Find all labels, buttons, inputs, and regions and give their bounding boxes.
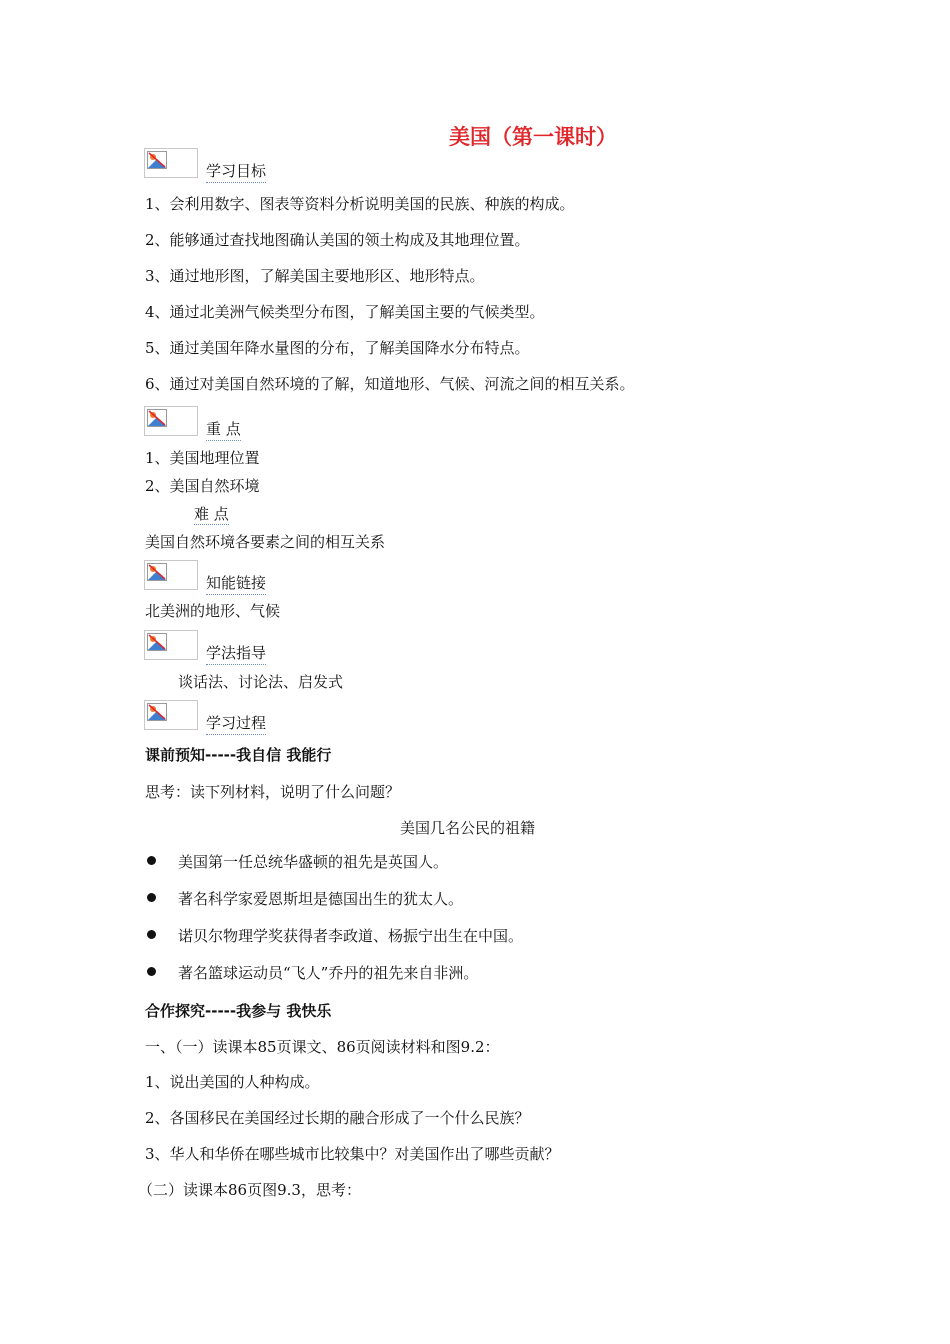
explore-item: 1、说出美国的人种构成。 — [145, 1073, 320, 1091]
bullet-item: 著名科学家爱恩斯坦是德国出生的犹太人。 — [178, 890, 464, 908]
bullet-item: 诺贝尔物理学奖获得者李政道、杨振宁出生在中国。 — [178, 927, 524, 945]
page-title: 美国（第一课时） — [449, 124, 617, 149]
bullet-icon — [147, 930, 156, 939]
bullet-item: 美国第一任总统华盛顿的祖先是英国人。 — [178, 853, 449, 871]
goal-item: 3、通过地形图，了解美国主要地形区、地形特点。 — [145, 267, 485, 285]
bullet-item: 著名篮球运动员“飞人”乔丹的祖先来自非洲。 — [178, 964, 479, 982]
preview-heading: 课前预知-----我自信 我能行 — [145, 746, 332, 764]
explore-item: 一、（一）读课本85页课文、86页阅读材料和图9.2： — [145, 1038, 500, 1056]
goal-item: 1、会利用数字、图表等资料分析说明美国的民族、种族的构成。 — [145, 195, 575, 213]
key-item: 1、美国地理位置 — [145, 449, 260, 467]
explore-item: 3、华人和华侨在哪些城市比较集中？对美国作出了哪些贡献？ — [145, 1145, 560, 1163]
goal-item: 6、通过对美国自然环境的了解，知道地形、气候、河流之间的相互关系。 — [145, 375, 635, 393]
method-text: 谈话法、讨论法、启发式 — [178, 673, 344, 691]
section-title-process: 学习过程 — [206, 712, 266, 735]
link-text: 北美洲的地形、气候 — [145, 602, 281, 620]
explore-item: （二）读课本86页图9.3，思考： — [138, 1181, 361, 1199]
section-title-key: 重 点 — [206, 418, 241, 441]
think-question: 思考：读下列材料，说明了什么问题？ — [145, 783, 401, 801]
bullet-icon — [147, 893, 156, 902]
goal-item: 5、通过美国年降水量图的分布，了解美国降水分布特点。 — [145, 339, 530, 357]
explore-item: 2、各国移民在美国经过长期的融合形成了一个什么民族？ — [145, 1109, 530, 1127]
bullet-icon — [147, 856, 156, 865]
section-title-method: 学法指导 — [206, 642, 266, 665]
difficulty-text: 美国自然环境各要素之间的相互关系 — [145, 533, 386, 551]
broken-image-icon — [144, 406, 198, 436]
bullet-icon — [147, 967, 156, 976]
broken-image-icon — [144, 630, 198, 660]
section-title-difficulty: 难 点 — [194, 505, 229, 523]
broken-image-icon — [144, 148, 198, 178]
broken-image-icon — [144, 560, 198, 590]
material-title: 美国几名公民的祖籍 — [400, 819, 536, 837]
key-item: 2、美国自然环境 — [145, 477, 260, 495]
goal-item: 4、通过北美洲气候类型分布图，了解美国主要的气候类型。 — [145, 303, 545, 321]
section-title-link: 知能链接 — [206, 572, 266, 595]
goal-item: 2、能够通过查找地图确认美国的领土构成及其地理位置。 — [145, 231, 530, 249]
broken-image-icon — [144, 700, 198, 730]
section-title-goals: 学习目标 — [206, 160, 266, 183]
explore-heading: 合作探究-----我参与 我快乐 — [145, 1002, 332, 1020]
